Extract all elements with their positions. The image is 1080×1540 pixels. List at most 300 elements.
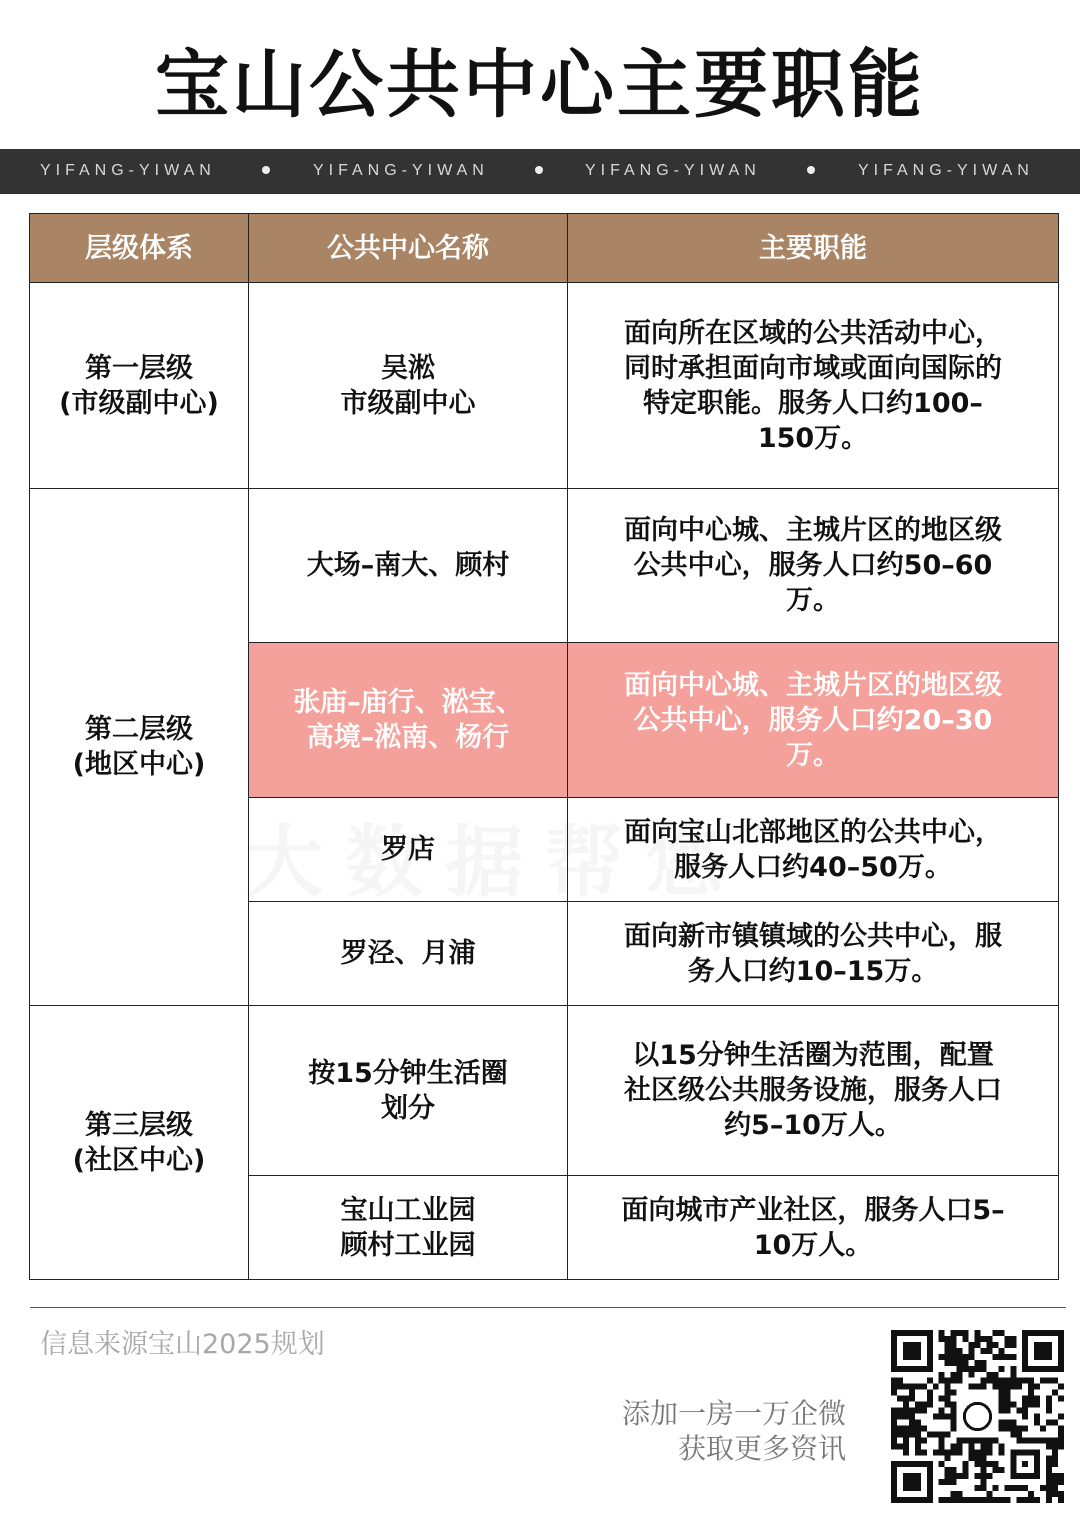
qr-module [921,1408,927,1414]
qr-module [1004,1419,1010,1425]
center-name-cell [249,1176,568,1280]
qr-module [1058,1491,1064,1497]
qr-module [927,1431,933,1437]
qr-module [927,1390,933,1396]
qr-module [975,1485,981,1491]
qr-module [891,1425,897,1431]
qr-module [1034,1497,1040,1503]
qr-module [1052,1455,1058,1461]
qr-module [998,1449,1004,1455]
qr-module [1004,1342,1010,1348]
qr-module [969,1443,975,1449]
qr-module [1058,1396,1064,1402]
qr-module [933,1431,939,1437]
qr-module [1028,1390,1034,1396]
qr-module [939,1408,945,1414]
qr-module [1046,1467,1052,1473]
qr-module [951,1449,957,1455]
qr-module [1052,1419,1058,1425]
qr-module [1034,1402,1040,1408]
qr-module [939,1378,945,1384]
qr-module [980,1366,986,1372]
qr-module [897,1431,903,1437]
qr-module [909,1390,915,1396]
qr-module [945,1336,951,1342]
header-center-name: 公共中心名称 [249,214,568,283]
qr-module [1010,1402,1016,1408]
qr-module [1034,1384,1040,1390]
qr-module [939,1497,945,1503]
qr-module [1046,1396,1052,1402]
qr-module [951,1443,957,1449]
qr-module [1010,1425,1016,1431]
qr-module [998,1354,1004,1360]
source-note: 信息来源宝山2025规划 [40,1329,325,1360]
qr-module [980,1473,986,1479]
qr-module [1058,1425,1064,1431]
qr-module [986,1342,992,1348]
qr-module [909,1431,915,1437]
qr-module [1004,1336,1010,1342]
qr-module [1058,1437,1064,1443]
qr-module [915,1419,921,1425]
qr-module [951,1354,957,1360]
qr-module [969,1455,975,1461]
qr-module [939,1431,945,1437]
qr-module [1028,1384,1034,1390]
qr-module [945,1354,951,1360]
qr-module [903,1396,909,1402]
qr-module [986,1497,992,1503]
qr-module [957,1491,963,1497]
qr-module [975,1497,981,1503]
qr-module [945,1467,951,1473]
qr-module [951,1378,957,1384]
qr-module [909,1419,915,1425]
qr-code-icon[interactable] [891,1330,1064,1503]
qr-module [951,1360,957,1366]
qr-module [980,1443,986,1449]
tier-level-cell [30,489,249,1006]
qr-module [963,1497,969,1503]
qr-module [903,1402,909,1408]
center-name: 市级副中心 [340,387,476,419]
qr-module [1052,1449,1058,1455]
function-cell: 面向新市镇镇域的公共中心，服务人口约10–15万。 [568,902,1059,1006]
qr-module [921,1449,927,1455]
qr-module [1016,1425,1022,1431]
qr-module [957,1372,963,1378]
qr-module [945,1497,951,1503]
qr-module [897,1408,903,1414]
qr-module [915,1443,921,1449]
qr-module [1046,1443,1052,1449]
qr-module [1052,1378,1058,1384]
band-text: YIFANG-YIWAN [40,162,216,179]
qr-module [945,1348,951,1354]
qr-module [1046,1491,1052,1497]
qr-module [939,1461,945,1467]
qr-module [1040,1485,1046,1491]
qr-module [957,1378,963,1384]
qr-module [945,1449,951,1455]
qr-module [963,1467,969,1473]
center-name: 宝山工业园 [340,1194,476,1226]
qr-module [1010,1378,1016,1384]
qr-module [980,1455,986,1461]
band-dot-icon [807,166,815,174]
qr-module [951,1342,957,1348]
qr-module [951,1372,957,1378]
qr-module [1034,1419,1040,1425]
band-text: YIFANG-YIWAN [313,162,489,179]
qr-module [891,1390,897,1396]
qr-module [963,1336,969,1342]
qr-module [1058,1431,1064,1437]
qr-module [1028,1402,1034,1408]
function-cell: 面向中心城、主城片区的地区级公共中心，服务人口约50–60万。 [568,489,1059,643]
qr-module [975,1330,981,1336]
qr-module [909,1396,915,1402]
qr-module [915,1431,921,1437]
qr-module [939,1336,945,1342]
qr-module [951,1479,957,1485]
qr-module [903,1425,909,1431]
qr-module [939,1372,945,1378]
qr-module [980,1336,986,1342]
qr-module [951,1408,957,1414]
table-row [30,1006,1059,1176]
qr-module [1010,1366,1016,1372]
page-title: 宝山公共中心主要职能 [155,42,925,128]
functions-table [29,213,1059,1280]
qr-module [1046,1419,1052,1425]
center-name-cell: 罗店 [249,798,568,902]
qr-module [1016,1408,1022,1414]
qr-module [986,1449,992,1455]
qr-module [1010,1419,1016,1425]
qr-module [992,1330,998,1336]
qr-module [1016,1497,1022,1503]
qr-module [986,1461,992,1467]
qr-module [951,1390,957,1396]
qr-module [939,1437,945,1443]
qr-module [945,1455,951,1461]
qr-module [992,1461,998,1467]
qr-module [1052,1461,1058,1467]
qr-module [1028,1437,1034,1443]
qr-module [1046,1497,1052,1503]
qr-module [998,1348,1004,1354]
qr-module [945,1390,951,1396]
qr-module [992,1354,998,1360]
qr-module [1052,1485,1058,1491]
qr-module [1052,1473,1058,1479]
qr-module [998,1402,1004,1408]
tier-level-subtitle: (地区中心) [72,749,206,780]
qr-module [1034,1414,1040,1420]
tier-level-subtitle: (市级副中心) [59,387,219,419]
table-header-row [30,214,1059,283]
qr-module [897,1414,903,1420]
center-name: 顾村工业园 [340,1229,476,1261]
qr-module [963,1437,969,1443]
qr-module [992,1485,998,1491]
qr-module [980,1461,986,1467]
center-name: 按15分钟生活圈 [308,1057,508,1089]
tier-level-cell [30,1006,249,1280]
qr-module [1028,1491,1034,1497]
qr-module [980,1449,986,1455]
qr-module [1046,1455,1052,1461]
qr-module [957,1360,963,1366]
qr-module [992,1372,998,1378]
qr-module [951,1491,957,1497]
qr-module [891,1431,897,1437]
qr-module [951,1402,957,1408]
qr-module [969,1449,975,1455]
qr-module [897,1384,903,1390]
qr-module [939,1354,945,1360]
qr-module [992,1378,998,1384]
qr-module [927,1402,933,1408]
qr-module [957,1348,963,1354]
qr-module [963,1360,969,1366]
qr-module [897,1443,903,1449]
qr-module [980,1479,986,1485]
qr-module [1022,1396,1028,1402]
center-name: 吴淞 [381,352,435,384]
qr-module [903,1437,909,1443]
qr-module [975,1437,981,1443]
brand-band [0,149,1080,194]
table-row [30,283,1059,489]
qr-module [1004,1497,1010,1503]
qr-module [1058,1497,1064,1503]
qr-module [980,1378,986,1384]
qr-module [921,1402,927,1408]
qr-module [1046,1485,1052,1491]
qr-module [998,1330,1004,1336]
qr-module [992,1437,998,1443]
qr-module [1052,1491,1058,1497]
qr-module [1040,1425,1046,1431]
qr-module [975,1336,981,1342]
qr-module [945,1384,951,1390]
qr-module [1016,1431,1022,1437]
qr-module [975,1360,981,1366]
qr-module [903,1384,909,1390]
qr-module [1004,1384,1010,1390]
qr-module [1052,1443,1058,1449]
function-cell: 以15分钟生活圈为范围，配置社区级公共服务设施，服务人口约5–10万人。 [568,1006,1059,1176]
footer-divider [30,1307,1066,1308]
qr-module [1046,1473,1052,1479]
qr-module [963,1461,969,1467]
qr-module [992,1497,998,1503]
qr-module [957,1443,963,1449]
qr-module [980,1497,986,1503]
qr-module [1046,1408,1052,1414]
qr-module [921,1384,927,1390]
qr-module [927,1396,933,1402]
qr-module [986,1473,992,1479]
qr-module [957,1437,963,1443]
qr-module [1022,1497,1028,1503]
qr-module [1016,1437,1022,1443]
promo-line: 添加一房一万企微 [621,1397,846,1430]
qr-module [969,1372,975,1378]
qr-module [1004,1396,1010,1402]
qr-module [986,1491,992,1497]
function-cell: 面向宝山北部地区的公共中心，服务人口约40–50万。 [568,798,1059,902]
center-name-cell [249,283,568,489]
function-cell: 面向所在区域的公共活动中心，同时承担面向市域或面向国际的特定职能。服务人口约100–150万。 [568,283,1059,489]
qr-module [951,1497,957,1503]
qr-module [915,1449,921,1455]
qr-module [951,1414,957,1420]
qr-module [975,1449,981,1455]
qr-module [980,1467,986,1473]
qr-module [969,1354,975,1360]
qr-module [945,1402,951,1408]
qr-module [986,1443,992,1449]
promo-text [622,1396,846,1466]
qr-module [1058,1384,1064,1390]
function-cell: 面向中心城、主城片区的地区级公共中心，服务人口约20–30万。 [568,643,1059,798]
qr-module [957,1354,963,1360]
qr-module [957,1473,963,1479]
tier-level-title: 第二层级 [85,714,193,745]
qr-module [945,1414,951,1420]
qr-module [1010,1342,1016,1348]
qr-module [903,1414,909,1420]
qr-module [1046,1479,1052,1485]
center-name-cell [249,1006,568,1176]
qr-module [969,1348,975,1354]
qr-module [1010,1354,1016,1360]
qr-module [975,1461,981,1467]
qr-module [1022,1402,1028,1408]
qr-module [992,1342,998,1348]
qr-module [891,1408,897,1414]
qr-module [986,1378,992,1384]
qr-module [897,1396,903,1402]
qr-module [945,1360,951,1366]
qr-module [998,1467,1004,1473]
qr-module [921,1437,927,1443]
qr-module [1040,1437,1046,1443]
qr-module [921,1425,927,1431]
qr-module [980,1485,986,1491]
promo-line: 获取更多资讯 [677,1432,846,1465]
qr-module [1022,1378,1028,1384]
qr-module [1052,1437,1058,1443]
function-cell: 面向城市产业社区，服务人口5–10万人。 [568,1176,1059,1280]
center-name-cell [249,643,568,798]
qr-module [957,1449,963,1455]
qr-module [891,1414,897,1420]
qr-module [1022,1414,1028,1420]
center-name: 高境–淞南、杨行 [306,722,510,753]
qr-module [909,1425,915,1431]
qr-module [903,1408,909,1414]
qr-module [969,1437,975,1443]
qr-module [1010,1372,1016,1378]
qr-module [1058,1479,1064,1485]
qr-module [980,1384,986,1390]
qr-module [969,1366,975,1372]
qr-module [1004,1485,1010,1491]
qr-module [980,1348,986,1354]
qr-module [933,1384,939,1390]
qr-module [897,1425,903,1431]
qr-module [998,1419,1004,1425]
qr-module [998,1408,1004,1414]
qr-module [998,1384,1004,1390]
qr-module [951,1473,957,1479]
qr-module [1046,1461,1052,1467]
qr-module [957,1497,963,1503]
qr-module [1004,1408,1010,1414]
qr-module [891,1443,897,1449]
qr-module [986,1348,992,1354]
qr-module [1010,1431,1016,1437]
band-text: YIFANG-YIWAN [585,162,761,179]
qr-module [975,1342,981,1348]
qr-module [957,1366,963,1372]
qr-module [1010,1384,1016,1390]
qr-module [1016,1485,1022,1491]
qr-module [998,1366,1004,1372]
qr-module [1058,1443,1064,1449]
header-level: 层级体系 [30,214,249,283]
tier-level-cell [30,283,249,489]
center-name-cell: 大场–南大、顾村 [249,489,568,643]
qr-module [891,1437,897,1443]
qr-module [1046,1402,1052,1408]
qr-module [939,1330,945,1336]
qr-module [1028,1378,1034,1384]
qr-module [915,1437,921,1443]
qr-module [1004,1402,1010,1408]
center-name: 划分 [381,1092,435,1124]
qr-module [903,1443,909,1449]
qr-module [1058,1414,1064,1420]
qr-module [939,1449,945,1455]
qr-module [897,1378,903,1384]
qr-module [986,1336,992,1342]
qr-module [963,1354,969,1360]
qr-module [975,1384,981,1390]
qr-module [1010,1336,1016,1342]
qr-module [933,1449,939,1455]
qr-module [1004,1425,1010,1431]
qr-module [1022,1485,1028,1491]
qr-module [1052,1390,1058,1396]
qr-module [1016,1384,1022,1390]
qr-module [1004,1378,1010,1384]
qr-module [945,1479,951,1485]
qr-module [957,1330,963,1336]
qr-module [986,1372,992,1378]
qr-module [909,1414,915,1420]
qr-module [998,1443,1004,1449]
qr-module [939,1396,945,1402]
qr-module [1052,1479,1058,1485]
qr-module [975,1366,981,1372]
qr-module [963,1473,969,1479]
